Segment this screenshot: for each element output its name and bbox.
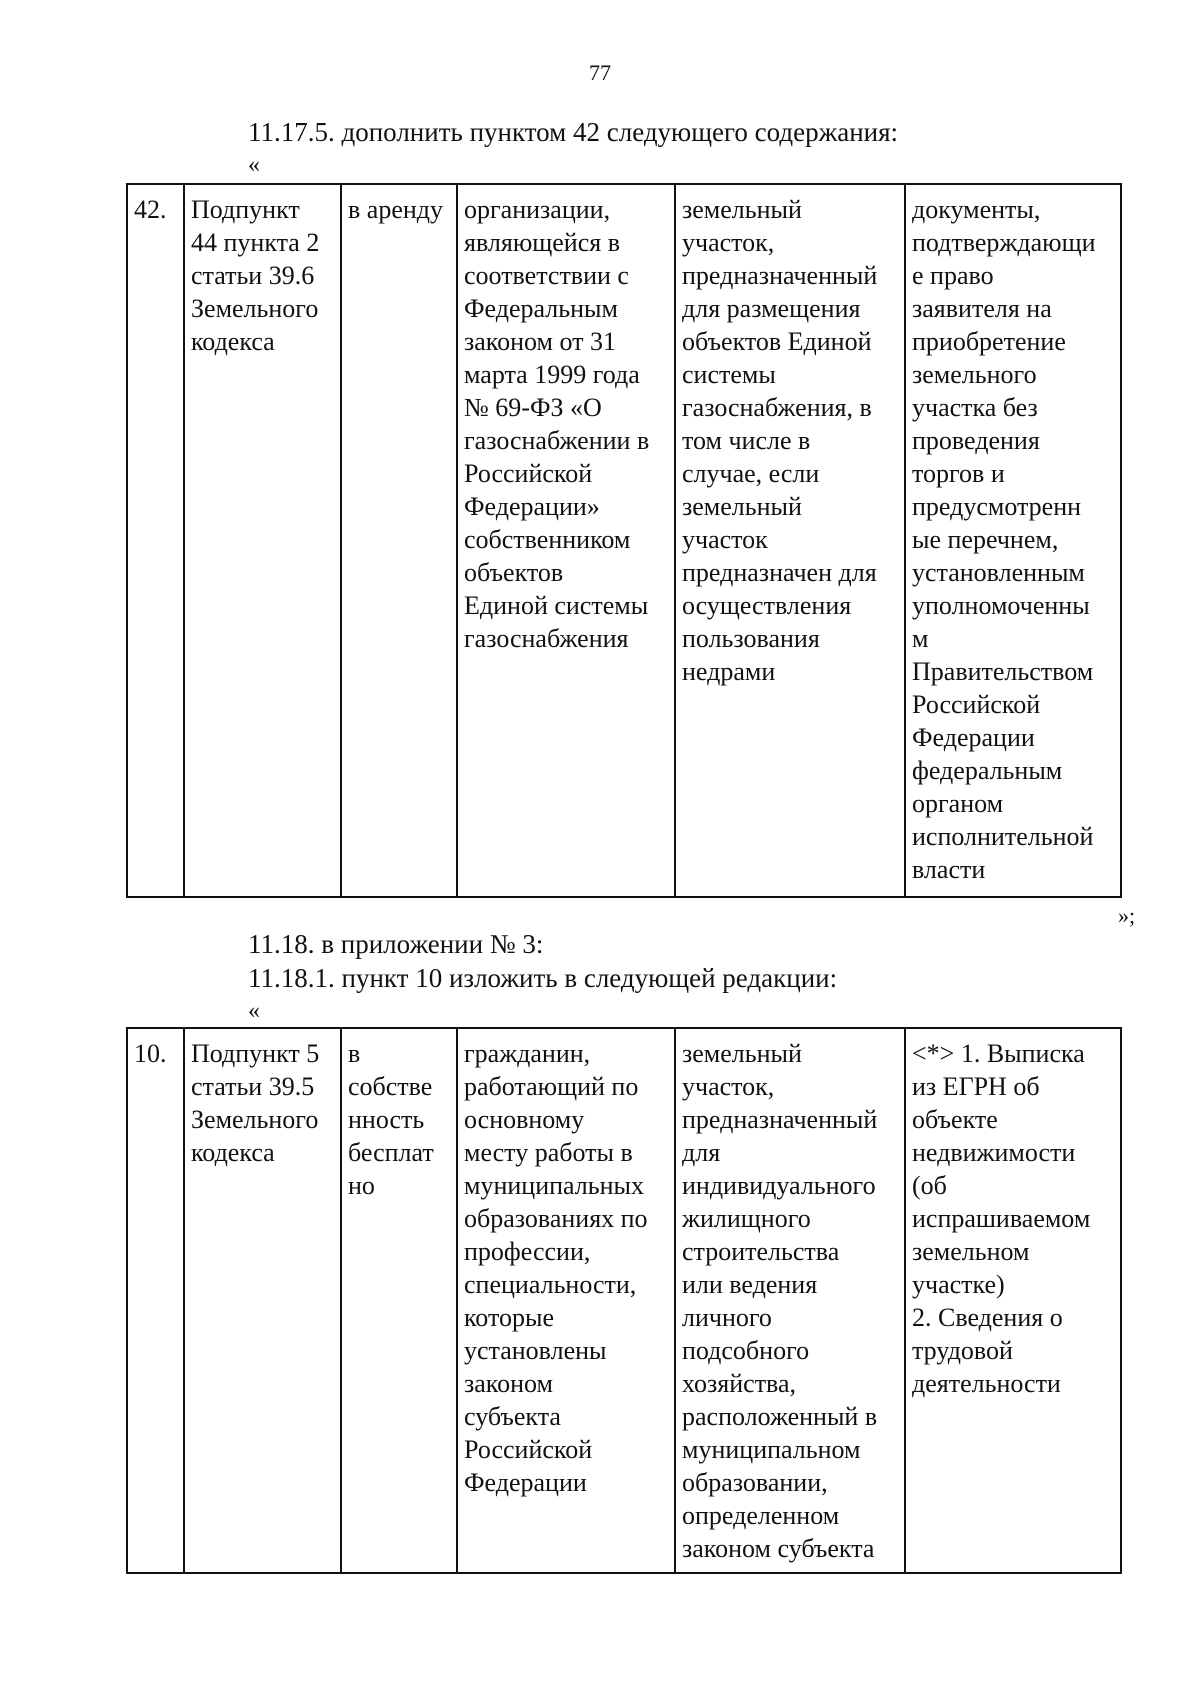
cell-line: земельного [912, 360, 1037, 389]
cell-line: статьи 39.6 [191, 261, 315, 290]
cell-line: объектов [464, 558, 564, 587]
cell-line: Федерации» [464, 492, 600, 521]
cell-line: из ЕГРН об [912, 1072, 1040, 1101]
cell-line: предназначен для [682, 558, 877, 587]
cell-applicant [457, 1028, 675, 1573]
cell-line: в аренду [348, 195, 443, 224]
cell-line: строительства [682, 1237, 840, 1266]
open-quote-2: « [248, 998, 260, 1024]
open-quote-1: « [248, 152, 260, 178]
cell-line: участок [682, 525, 768, 554]
table-item-10 [126, 1027, 1122, 1574]
cell-line: том числе в [682, 426, 811, 455]
cell-line: 44 пункта 2 [191, 228, 320, 257]
cell-line: которые [464, 1303, 554, 1332]
cell-line: органом [912, 789, 1004, 818]
cell-line: подтверждающи [912, 228, 1096, 257]
cell-line: но [348, 1171, 375, 1200]
cell-line: хозяйства, [682, 1369, 797, 1398]
cell-line: осуществления [682, 591, 852, 620]
cell-line: Правительством [912, 657, 1094, 686]
cell-line: земельный [682, 1039, 802, 1068]
cell-line: участок, [682, 228, 775, 257]
cell-line: недвижимости [912, 1138, 1076, 1167]
cell-land-plot [675, 184, 905, 897]
cell-line: деятельности [912, 1369, 1061, 1398]
cell-line: № 69-ФЗ «О [464, 393, 602, 422]
cell-line: Подпункт [191, 195, 300, 224]
cell-line: для размещения [682, 294, 861, 323]
cell-line: <*> 1. Выписка [912, 1039, 1085, 1068]
cell-line: е право [912, 261, 994, 290]
cell-line: муниципальных [464, 1171, 645, 1200]
cell-line: земельный [682, 492, 802, 521]
amendment-heading-11-17-5: 11.17.5. дополнить пунктом 42 следующего содержания: [248, 117, 899, 147]
cell-line: исполнительной [912, 822, 1094, 851]
cell-line: испрашиваемом [912, 1204, 1091, 1233]
cell-line: предназначенный [682, 261, 878, 290]
cell-line: индивидуального [682, 1171, 876, 1200]
cell-line: месту работы в [464, 1138, 633, 1167]
cell-line: образовании, [682, 1468, 828, 1497]
cell-line: кодекса [191, 1138, 275, 1167]
table-row [127, 184, 1121, 897]
cell-line: заявителя на [912, 294, 1052, 323]
cell-line: газоснабжении в [464, 426, 650, 455]
cell-basis [184, 184, 341, 897]
cell-line: 2. Сведения о [912, 1303, 1063, 1332]
cell-line: личного [682, 1303, 772, 1332]
cell-line: муниципальном [682, 1435, 861, 1464]
cell-line: Земельного [191, 1105, 319, 1134]
cell-right-type [341, 184, 457, 897]
cell-right-type [341, 1028, 457, 1573]
cell-land-plot [675, 1028, 905, 1573]
cell-line: газоснабжения, в [682, 393, 872, 422]
cell-line: документы, [912, 195, 1041, 224]
cell-line: пользования [682, 624, 820, 653]
cell-line: статьи 39.5 [191, 1072, 315, 1101]
cell-line: бесплат [348, 1138, 434, 1167]
cell-line: Федерации [464, 1468, 587, 1497]
cell-line: торгов и [912, 459, 1005, 488]
cell-basis [184, 1028, 341, 1573]
cell-line: системы [682, 360, 776, 389]
cell-line: жилищного [682, 1204, 811, 1233]
cell-line: субъекта [464, 1402, 561, 1431]
page-number: 77 [589, 60, 611, 85]
cell-line: соответствии с [464, 261, 629, 290]
cell-line: случае, если [682, 459, 820, 488]
cell-line: недрами [682, 657, 776, 686]
cell-line: для [682, 1138, 721, 1167]
cell-line: Российской [464, 1435, 593, 1464]
cell-documents [905, 1028, 1121, 1573]
cell-line: гражданин, [464, 1039, 591, 1068]
cell-line: проведения [912, 426, 1040, 455]
cell-line: законом субъекта [682, 1534, 875, 1563]
cell-line: Российской [464, 459, 593, 488]
cell-line: трудовой [912, 1336, 1013, 1365]
cell-line: ые перечнем, [912, 525, 1059, 554]
cell-line: предназначенный [682, 1105, 878, 1134]
amendment-heading-11-18-1: 11.18.1. пункт 10 изложить в следующей редакции: [248, 963, 838, 993]
cell-line: Земельного [191, 294, 319, 323]
cell-line: (об [912, 1171, 947, 1200]
cell-number: 10. [127, 1028, 184, 1573]
cell-line: собстве [348, 1072, 433, 1101]
cell-line: или ведения [682, 1270, 818, 1299]
cell-line: Российской [912, 690, 1041, 719]
cell-line: Федерации [912, 723, 1035, 752]
cell-line: образованиях по [464, 1204, 648, 1233]
cell-line: м [912, 624, 929, 653]
cell-line: Федеральным [464, 294, 618, 323]
cell-line: законом от 31 [464, 327, 617, 356]
cell-line: федеральным [912, 756, 1063, 785]
cell-line: собственником [464, 525, 631, 554]
cell-line: работающий по [464, 1072, 639, 1101]
cell-line: основному [464, 1105, 585, 1134]
cell-line: земельный [682, 195, 802, 224]
cell-line: объекте [912, 1105, 998, 1134]
cell-line: нность [348, 1105, 425, 1134]
cell-line: подсобного [682, 1336, 810, 1365]
cell-line: Подпункт 5 [191, 1039, 320, 1068]
cell-line: участка без [912, 393, 1038, 422]
cell-line: определенном [682, 1501, 840, 1530]
cell-line: специальности, [464, 1270, 637, 1299]
close-quote-1: »; [1118, 903, 1136, 928]
cell-line: профессии, [464, 1237, 591, 1266]
cell-line: уполномоченны [912, 591, 1090, 620]
cell-line: объектов Единой [682, 327, 872, 356]
cell-line: участке) [912, 1270, 1005, 1299]
cell-line: газоснабжения [464, 624, 629, 653]
cell-line: законом [464, 1369, 553, 1398]
cell-line: предусмотренн [912, 492, 1082, 521]
cell-line: расположенный в [682, 1402, 878, 1431]
cell-line: приобретение [912, 327, 1066, 356]
cell-line: Единой системы [464, 591, 649, 620]
cell-line: установлены [464, 1336, 607, 1365]
cell-documents [905, 184, 1121, 897]
cell-line: кодекса [191, 327, 275, 356]
table-row [127, 1028, 1121, 1573]
cell-number: 42. [127, 184, 184, 897]
cell-applicant [457, 184, 675, 897]
cell-line: участок, [682, 1072, 775, 1101]
amendment-heading-11-18: 11.18. в приложении № 3: [248, 929, 544, 959]
cell-line: в [348, 1039, 361, 1068]
cell-line: марта 1999 года [464, 360, 640, 389]
cell-line: власти [912, 855, 986, 884]
table-item-42 [126, 183, 1122, 898]
cell-line: установленным [912, 558, 1085, 587]
cell-line: земельном [912, 1237, 1030, 1266]
cell-line: являющейся в [464, 228, 620, 257]
cell-line: организации, [464, 195, 611, 224]
